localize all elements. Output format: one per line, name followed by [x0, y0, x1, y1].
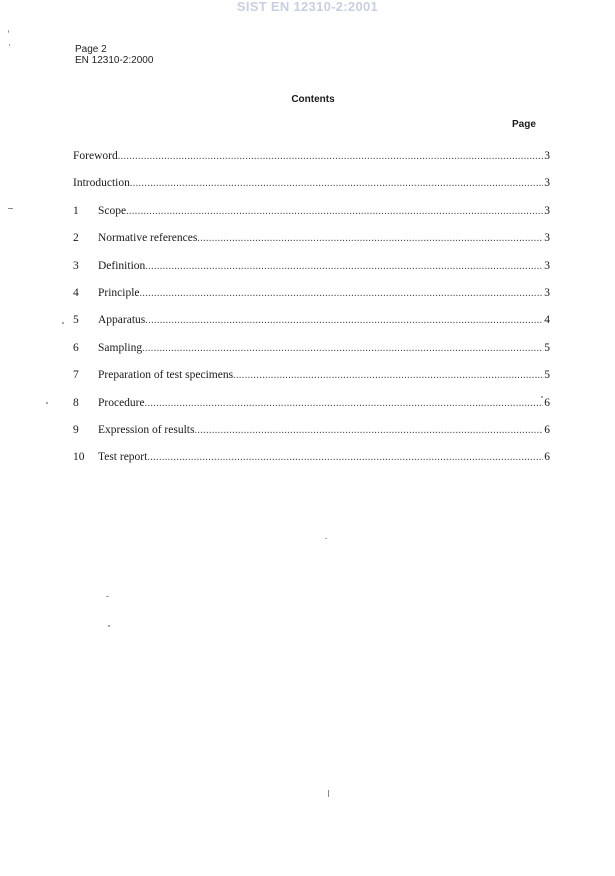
toc-leader-dots [194, 425, 543, 436]
toc-entry-title: Principle [98, 286, 140, 299]
toc-entry-title: Expression of results [98, 423, 195, 436]
scan-speck [9, 44, 10, 46]
scan-speck [8, 208, 13, 209]
toc-entry-page: 3 [544, 232, 550, 245]
toc-entry-number: 8 [73, 396, 79, 409]
contents-title: Contents [291, 94, 335, 105]
toc-entry-test-report [73, 451, 550, 478]
toc-entry-number: 9 [73, 423, 79, 436]
toc-entry-number: 1 [73, 204, 79, 217]
scan-speck [328, 790, 329, 797]
toc-entry-title: Normative references [98, 232, 198, 245]
toc-entry-introduction [73, 177, 550, 204]
page-column-heading: Page [512, 119, 536, 130]
toc-entry-normative-references [73, 232, 550, 259]
toc-entry-page: 3 [544, 177, 550, 190]
toc-entry-page: 3 [544, 259, 550, 272]
toc-entry-sampling [73, 342, 550, 369]
toc-entry-page: 6 [544, 423, 550, 436]
toc-entry-title: Sampling [98, 341, 143, 354]
toc-entry-preparation-of-test-specimens [73, 369, 550, 396]
scan-speck [108, 625, 110, 627]
toc-entry-number: 5 [73, 314, 79, 327]
toc-leader-dots [145, 315, 543, 326]
toc-entry-page: 3 [544, 204, 550, 217]
toc-leader-dots [147, 452, 543, 463]
toc-entry-number: 10 [73, 451, 85, 464]
toc-entry-title: Introduction [73, 177, 130, 190]
toc-leader-dots [142, 343, 543, 354]
toc-entry-title: Test report [98, 451, 148, 464]
toc-entry-foreword [73, 150, 550, 177]
toc-entry-page: 3 [544, 286, 550, 299]
toc-leader-dots [126, 206, 543, 217]
scan-speck [62, 322, 64, 324]
toc-leader-dots [130, 178, 543, 189]
toc-entry-title: Procedure [98, 396, 145, 409]
toc-entry-title: Foreword [73, 150, 118, 162]
page-label: Page 2 [75, 44, 107, 55]
toc-leader-dots [118, 151, 544, 162]
toc-entry-definition [73, 260, 550, 287]
toc-entry-title: Apparatus [98, 314, 146, 327]
scan-speck [325, 538, 327, 539]
toc-leader-dots [233, 370, 543, 381]
toc-entry-title: Preparation of test specimens [98, 369, 234, 382]
toc-entry-title: Definition [98, 259, 146, 272]
toc-entry-apparatus [73, 314, 550, 341]
page-header [75, 44, 153, 66]
toc-leader-dots [197, 233, 543, 244]
scan-speck [106, 596, 109, 597]
table-of-contents [73, 150, 550, 479]
watermark: SIST EN 12310-2:2001 [236, 0, 379, 14]
toc-entry-expression-of-results [73, 424, 550, 451]
toc-entry-number: 7 [73, 369, 79, 382]
toc-leader-dots [145, 398, 544, 409]
scan-speck [8, 30, 9, 33]
toc-entry-page: 6 [544, 396, 550, 409]
toc-entry-number: 4 [73, 286, 79, 299]
toc-leader-dots [140, 288, 544, 299]
toc-leader-dots [145, 261, 543, 272]
scan-speck [46, 402, 48, 404]
toc-entry-number: 2 [73, 232, 79, 245]
scan-speck [541, 396, 543, 398]
toc-entry-number: 3 [73, 259, 79, 272]
toc-entry-title: Scope [98, 204, 127, 217]
toc-entry-page: 5 [544, 341, 550, 354]
toc-entry-page: 3 [544, 150, 550, 162]
document-number: EN 12310-2:2000 [75, 55, 154, 66]
toc-entry-number: 6 [73, 341, 79, 354]
toc-entry-procedure [73, 397, 550, 424]
toc-entry-principle [73, 287, 550, 314]
toc-entry-page: 5 [544, 369, 550, 382]
toc-entry-page: 4 [544, 314, 550, 327]
toc-entry-page: 6 [544, 451, 550, 464]
toc-entry-scope [73, 205, 550, 232]
